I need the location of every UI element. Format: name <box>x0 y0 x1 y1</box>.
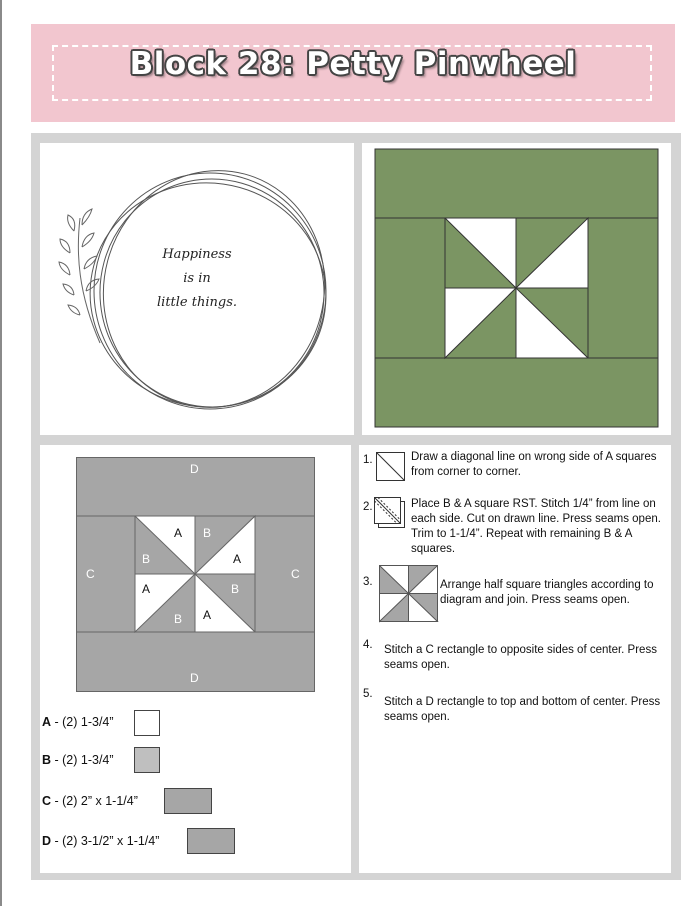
left-margin-rule <box>0 0 2 906</box>
stitch-lines-icon <box>374 497 406 529</box>
quote-line-2: is in <box>183 271 211 286</box>
swatch-d <box>187 828 235 854</box>
diagram-label-b-2: B <box>142 552 151 566</box>
quote-panel <box>40 143 354 435</box>
finished-block-panel <box>362 143 671 435</box>
step-1-text: Draw a diagonal line on wrong side of A squares from corner to corner. <box>411 451 657 478</box>
step-2-text: Place B & A square RST. Stitch 1/4” from line on each side. Cut on drawn line. Press seams open. Trim to 1-1/4”. Repeat with remaining B & A squares. <box>411 498 661 555</box>
cutting-item-c: C - (2) 2” x 1-1/4” <box>42 794 138 808</box>
step-4-number: 4. <box>363 639 373 651</box>
step-2-number: 2. <box>363 501 373 513</box>
cutting-item-d: D - (2) 3-1/2” x 1-1/4” <box>42 834 160 848</box>
diagram-label-a-4: A <box>203 608 212 622</box>
step-5-number: 5. <box>363 688 373 700</box>
title-banner <box>31 24 675 122</box>
instructions-panel <box>359 445 671 873</box>
pinwheel-unit-icon <box>379 565 439 623</box>
cutting-item-a: A - (2) 1-3/4” <box>42 715 114 729</box>
quote-line-3: little things. <box>157 295 237 310</box>
swatch-c <box>164 788 212 814</box>
diagram-label-a-2: A <box>233 552 242 566</box>
diagram-label-c-left: C <box>86 567 95 581</box>
diagram-label-d-bottom: D <box>190 671 199 685</box>
finished-block-image <box>374 148 659 428</box>
cutting-item-b: B - (2) 1-3/4” <box>42 753 114 767</box>
swatch-a <box>134 710 160 736</box>
diagonal-line-icon <box>376 452 406 482</box>
diagram-label-b-3: B <box>231 582 240 596</box>
quote-text <box>40 243 354 315</box>
diagram-label-a-1: A <box>174 526 183 540</box>
step-4-text: Stitch a C rectangle to opposite sides of center. Press seams open. <box>384 644 657 671</box>
diagram-label-b-1: B <box>203 526 212 540</box>
diagram-label-c-right: C <box>291 567 300 581</box>
step-3-number: 3. <box>363 576 373 588</box>
diagram-label-a-3: A <box>142 582 151 596</box>
step-3-text: Arrange half square triangles according to diagram and join. Press seams open. <box>440 579 654 606</box>
swatch-b <box>134 747 160 773</box>
diagram-label-b-4: B <box>174 612 183 626</box>
quote-line-1: Happiness <box>162 247 232 262</box>
diagram-panel <box>40 445 351 873</box>
page-title: Block 28: Petty Pinwheel <box>129 46 577 82</box>
step-5-text: Stitch a D rectangle to top and bottom of center. Press seams open. <box>384 696 661 723</box>
block-diagram <box>76 457 316 693</box>
step-1-number: 1. <box>363 454 373 466</box>
diagram-label-d-top: D <box>190 462 199 476</box>
